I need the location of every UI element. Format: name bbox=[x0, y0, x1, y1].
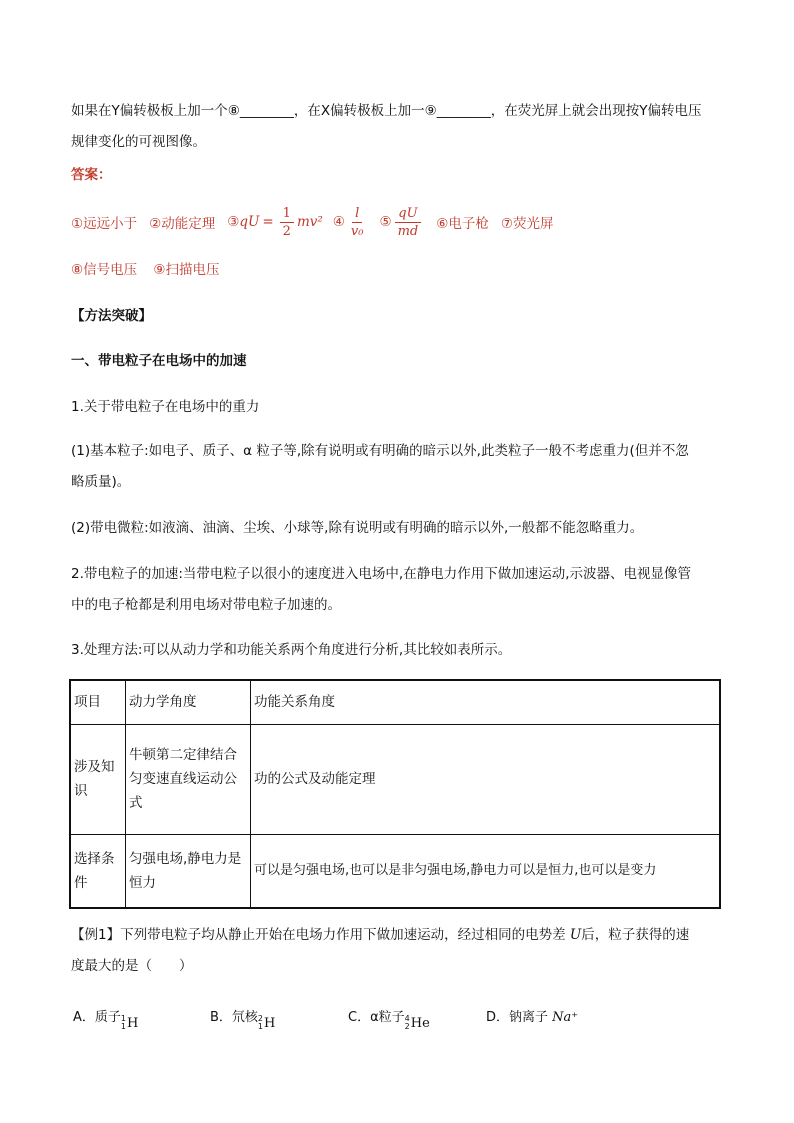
subheading: 一、带电粒子在电场中的加速 bbox=[71, 353, 247, 369]
table-row bbox=[70, 834, 720, 908]
answer-4-numerator: l bbox=[352, 206, 362, 223]
answer-row-2 bbox=[71, 259, 731, 281]
option-c-isotope bbox=[405, 1015, 430, 1031]
table-cell bbox=[70, 834, 126, 908]
answer-5 bbox=[379, 206, 424, 239]
table-cell-line: 牛顿第二定律结合 bbox=[129, 747, 237, 763]
table-cell-line: 恒力 bbox=[129, 874, 156, 891]
answer-4-fraction bbox=[348, 206, 367, 239]
option-b-symbol: H bbox=[264, 1015, 276, 1031]
option-a-label: A．质子 bbox=[73, 1010, 121, 1025]
answer-3-rhs: mv² bbox=[296, 214, 323, 230]
answer-3-equals: = bbox=[262, 214, 274, 230]
table-cell bbox=[126, 834, 251, 908]
answer-3-fraction bbox=[280, 206, 294, 239]
point-1a-line-1: (1)基本粒子:如电子、质子、α 粒子等,除有说明或有明确的暗示以外,此类粒子一般不考虑重力(但并不忽 bbox=[71, 443, 689, 459]
table-header-cell: 项目 bbox=[70, 680, 126, 724]
table-cell: 可以是匀强电场,也可以是非匀强电场,静电力可以是恒力,也可以是变力 bbox=[251, 834, 721, 908]
point-2-line-1: 2.带电粒子的加速:当带电粒子以很小的速度进入电场中,在静电力作用下做加速运动,示波器、电视显像管 bbox=[71, 566, 692, 582]
option-a-charge: 1 bbox=[120, 1022, 126, 1031]
point-1: 1.关于带电粒子在电场中的重力 bbox=[71, 399, 260, 415]
answer-3-lhs: qU bbox=[239, 214, 260, 230]
point-1b: (2)带电微粒:如液滴、油滴、尘埃、小球等,除有说明或有明确的暗示以外,一般都不能忽略重力。 bbox=[71, 520, 644, 536]
example-line-2: 度最大的是（ ） bbox=[71, 958, 193, 974]
answer-3-prefix: ③ bbox=[227, 214, 240, 230]
point-1a-line-2: 略质量)。 bbox=[71, 474, 131, 490]
comparison-table bbox=[69, 679, 721, 909]
option-c-label: C．α粒子 bbox=[348, 1010, 405, 1025]
answer-4-denominator: v₀ bbox=[350, 223, 364, 239]
intro-line-2: 规律变化的可视图像。 bbox=[71, 134, 206, 150]
answer-3-numerator: 1 bbox=[280, 206, 294, 223]
table-header-cell: 动力学角度 bbox=[126, 680, 251, 724]
table-header-row bbox=[70, 680, 720, 724]
option-b-mass: 2 bbox=[257, 1014, 264, 1023]
answer-row-1 bbox=[71, 200, 731, 244]
option-b bbox=[210, 1006, 275, 1031]
answer-7: ⑦荧光屏 bbox=[500, 216, 554, 232]
option-b-charge: 1 bbox=[257, 1022, 264, 1031]
table-cell-line: 匀强电场,静电力是 bbox=[129, 850, 242, 867]
option-c-charge: 2 bbox=[404, 1022, 410, 1031]
table-cell-line: 件 bbox=[74, 874, 88, 891]
table-row bbox=[70, 724, 720, 834]
option-d-label: D．钠离子 bbox=[486, 1010, 553, 1025]
option-a-isotope bbox=[121, 1015, 138, 1031]
table-cell-line: 式 bbox=[129, 795, 143, 811]
table-cell-line: 涉及知 bbox=[74, 759, 115, 775]
table-cell bbox=[126, 724, 251, 834]
example-text-a: 【例1】下列带电粒子均从静止开始在电场力作用下做加速运动，经过相同的电势差 bbox=[71, 927, 570, 943]
intro-line-1: 如果在Y偏转极板上加一个⑧________，在X偏转极板上加一⑨________，在荧光屏上就会出现按Y偏转电压 bbox=[71, 103, 702, 119]
point-2-line-2: 中的电子枪都是利用电场对带电粒子加速的。 bbox=[71, 597, 341, 613]
answer-label: 答案： bbox=[71, 167, 112, 183]
option-a-symbol: H bbox=[127, 1015, 139, 1031]
example-variable: U bbox=[569, 927, 582, 943]
option-a-mass: 1 bbox=[120, 1014, 126, 1023]
answer-5-denominator: md bbox=[397, 223, 419, 239]
answer-3-denominator: 2 bbox=[282, 223, 291, 239]
answer-4 bbox=[333, 206, 370, 239]
point-3: 3.处理方法:可以从动力学和功能关系两个角度进行分析,其比较如表所示。 bbox=[71, 642, 512, 658]
answer-5-prefix: ⑤ bbox=[379, 214, 392, 230]
answer-1: ①远远小于 bbox=[71, 216, 138, 232]
option-a bbox=[73, 1006, 138, 1031]
answer-3 bbox=[227, 206, 323, 239]
option-d-symbol: Na⁺ bbox=[552, 1010, 579, 1025]
option-d bbox=[486, 1006, 578, 1025]
section-heading: 【方法突破】 bbox=[71, 308, 152, 324]
answer-5-fraction bbox=[395, 206, 422, 239]
answer-8: ⑧信号电压 bbox=[71, 262, 138, 278]
table-cell-line: 选择条 bbox=[74, 850, 115, 867]
answer-9: ⑨扫描电压 bbox=[153, 262, 220, 278]
answer-4-prefix: ④ bbox=[332, 214, 345, 230]
option-c-mass: 4 bbox=[404, 1014, 410, 1023]
table-cell: 功的公式及动能定理 bbox=[251, 724, 721, 834]
table-cell bbox=[70, 724, 126, 834]
answer-2: ②动能定理 bbox=[149, 216, 216, 232]
table-cell-line: 识 bbox=[74, 783, 88, 799]
example-line-1 bbox=[71, 924, 731, 946]
option-c-symbol: He bbox=[410, 1015, 430, 1031]
table-cell-line: 匀变速直线运动公 bbox=[129, 771, 237, 787]
option-b-label: B．氘核 bbox=[210, 1010, 258, 1025]
answer-6: ⑥电子枪 bbox=[436, 216, 489, 232]
example-text-b: 后，粒子获得的速 bbox=[581, 927, 690, 943]
answer-5-numerator: qU bbox=[395, 206, 420, 223]
option-b-isotope bbox=[258, 1015, 275, 1031]
option-c bbox=[348, 1006, 430, 1031]
table-header-cell: 功能关系角度 bbox=[251, 680, 721, 724]
